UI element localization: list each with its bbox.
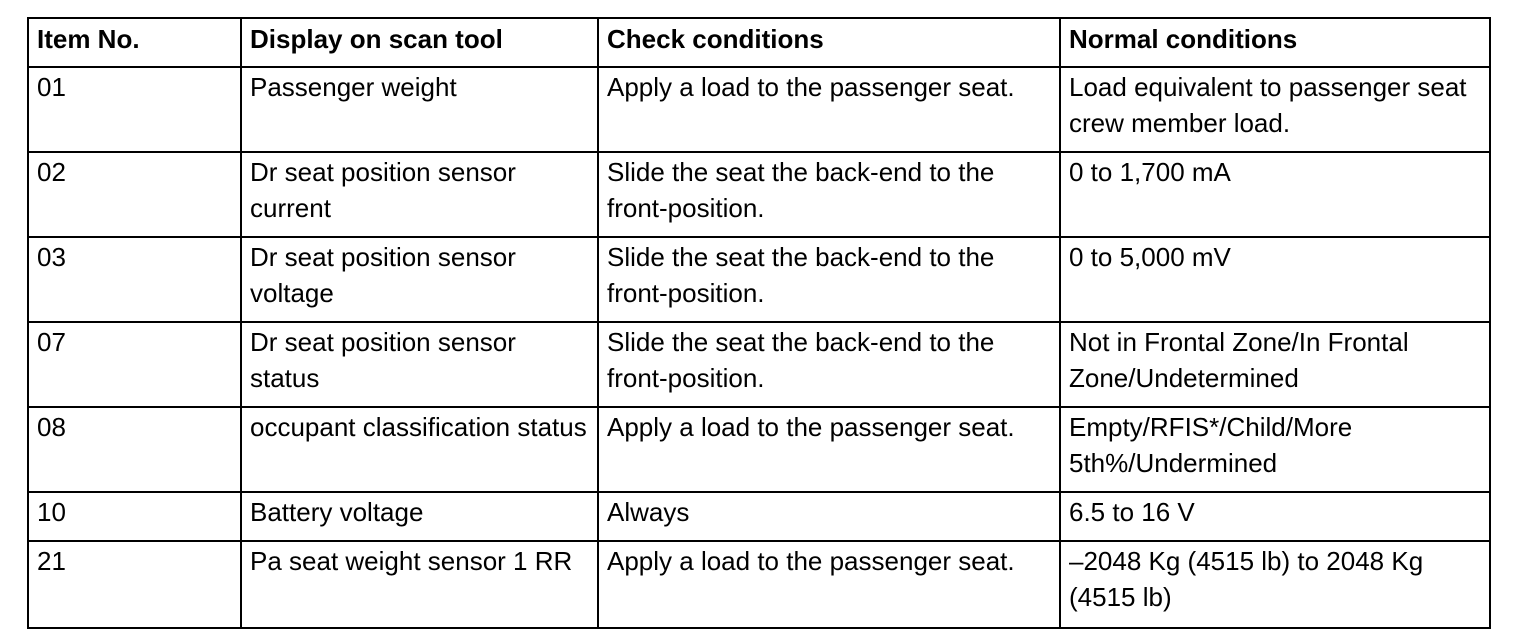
- cell-item-no: 08: [28, 407, 241, 492]
- cell-item-no: 07: [28, 322, 241, 407]
- table-row: [28, 322, 1490, 407]
- cell-check-conditions: Slide the seat the back-end to the front-position.: [598, 152, 1060, 237]
- table-header-row: [28, 18, 1490, 67]
- cell-display: Dr seat position sensor voltage: [241, 237, 598, 322]
- cell-check-conditions: Apply a load to the passenger seat.: [598, 67, 1060, 152]
- cell-display: occupant classification status: [241, 407, 598, 492]
- cell-check-conditions: Apply a load to the passenger seat.: [598, 407, 1060, 492]
- header-display-on-scan-tool: Display on scan tool: [241, 18, 598, 67]
- cell-item-no: 03: [28, 237, 241, 322]
- cell-normal-conditions: 6.5 to 16 V: [1060, 492, 1490, 541]
- cell-normal-conditions: 0 to 1,700 mA: [1060, 152, 1490, 237]
- cell-check-conditions: Always: [598, 492, 1060, 541]
- cell-check-conditions: Slide the seat the back-end to the front-position.: [598, 322, 1060, 407]
- cell-display: Battery voltage: [241, 492, 598, 541]
- table-row: [28, 67, 1490, 152]
- cell-item-no: 10: [28, 492, 241, 541]
- cell-check-conditions: Apply a load to the passenger seat.: [598, 541, 1060, 628]
- table-row: [28, 152, 1490, 237]
- cell-item-no: 21: [28, 541, 241, 628]
- table-row: [28, 492, 1490, 541]
- cell-normal-conditions: –2048 Kg (4515 lb) to 2048 Kg (4515 lb): [1060, 541, 1490, 628]
- header-check-conditions: Check conditions: [598, 18, 1060, 67]
- cell-normal-conditions: Empty/RFIS*/Child/More 5th%/Undermined: [1060, 407, 1490, 492]
- cell-normal-conditions: Not in Frontal Zone/In Frontal Zone/Undetermined: [1060, 322, 1490, 407]
- cell-check-conditions: Slide the seat the back-end to the front-position.: [598, 237, 1060, 322]
- cell-display: Pa seat weight sensor 1 RR: [241, 541, 598, 628]
- cell-display: Passenger weight: [241, 67, 598, 152]
- table-row: [28, 237, 1490, 322]
- cell-normal-conditions: 0 to 5,000 mV: [1060, 237, 1490, 322]
- table-row: [28, 407, 1490, 492]
- cell-display: Dr seat position sensor status: [241, 322, 598, 407]
- header-item-no: Item No.: [28, 18, 241, 67]
- cell-display: Dr seat position sensor current: [241, 152, 598, 237]
- cell-normal-conditions: Load equivalent to passenger seat crew member load.: [1060, 67, 1490, 152]
- table-row: [28, 541, 1490, 628]
- scan-tool-data-table: [27, 17, 1491, 629]
- cell-item-no: 01: [28, 67, 241, 152]
- header-normal-conditions: Normal conditions: [1060, 18, 1490, 67]
- cell-item-no: 02: [28, 152, 241, 237]
